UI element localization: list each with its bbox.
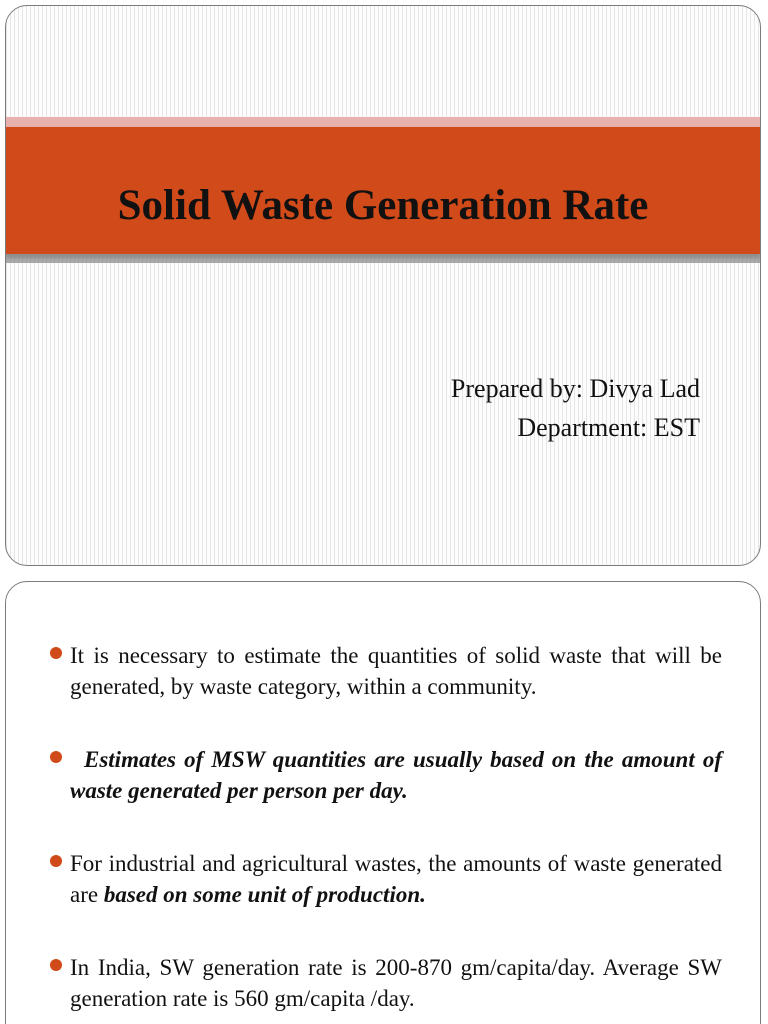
- bullet-text: It is necessary to estimate the quantities of solid waste that will be generated, by waste category, within a community.: [70, 643, 722, 699]
- bullet-dot-icon: [50, 647, 62, 659]
- bullet-text: Estimates of MSW quantities are usually based on the amount of waste generated per person per day.: [70, 747, 722, 803]
- bullet-item: [49, 848, 722, 910]
- title-band-shadow: [6, 254, 760, 263]
- bullet-text: In India, SW generation rate is 200-870 gm/capita/day. Average SW generation rate is 560 gm/capita /day.: [70, 955, 722, 1011]
- content-slide: [5, 581, 761, 1024]
- slide-title: Solid Waste Generation Rate: [117, 182, 649, 229]
- department-text: Department: EST: [517, 413, 700, 442]
- bullet-dot-icon: [50, 959, 62, 971]
- author-block: [451, 369, 700, 447]
- bullet-text-emphasis: based on some unit of production.: [103, 882, 426, 907]
- bullet-item: [49, 952, 722, 1014]
- title-slide: [5, 5, 761, 566]
- bullet-item: [49, 744, 722, 806]
- bullet-item: [49, 640, 722, 702]
- prepared-by-text: Prepared by: Divya Lad: [450, 374, 700, 403]
- bullet-dot-icon: [50, 751, 62, 763]
- bullet-text: For industrial and agricultural wastes, the amounts of waste generated are: [70, 851, 722, 907]
- bullet-dot-icon: [50, 855, 62, 867]
- title-band-top-stripe: [6, 117, 760, 127]
- bullet-list: [49, 640, 722, 1014]
